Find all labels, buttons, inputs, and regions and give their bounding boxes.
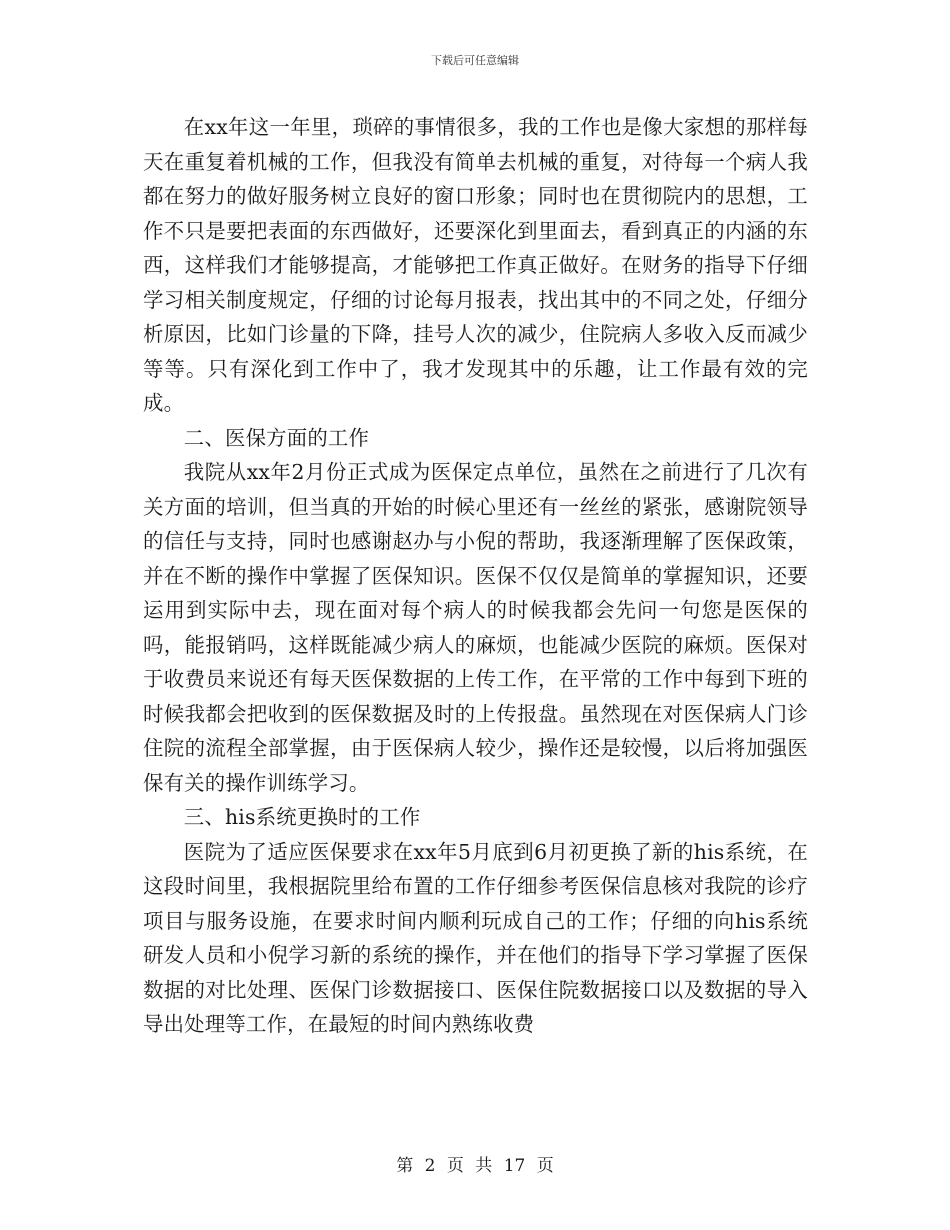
section-heading-medical-insurance: 二、医保方面的工作 xyxy=(183,425,370,450)
page-number-footer: 第 2 页 共 17 页 xyxy=(396,1156,554,1176)
section-heading-his-system: 三、his系统更换时的工作 xyxy=(183,805,421,829)
page-header-note: 下载后可任意编辑 xyxy=(431,54,519,67)
paragraph-work-summary: 在xx年这一年里，琐碎的事情很多，我的工作也是像大家想的那样每天在重复着机械的工作，但我没有简单去机械的重复，对待每一个病人我都在努力的做好服务树立良好的窗口形象；同时也在贯彻院内的思想，工作不只是要把表面的东西做好，还要深化到里面去，看到真正的内涵的东西，这样我们才能够提高，才能够把工作真正做好。在财务的指导下仔细学习相关制度规定，仔细的讨论每月报表，找出其中的不同之处，仔细分析原因，比如门诊量的下降，挂号人次的减少，住院病人多收入反而减少等等。只有深化到工作中了，我才发现其中的乐趣，让工作最有效的完成。 xyxy=(143,115,808,415)
paragraph-medical-insurance: 我院从xx年2月份正式成为医保定点单位，虽然在之前进行了几次有关方面的培训，但当真的开始的时候心里还有一丝丝的紧张，感谢院领导的信任与支持，同时也感谢赵办与小倪的帮助，我逐渐理解了医保政策，并在不断的操作中掌握了医保知识。医保不仅仅是简单的掌握知识，还要运用到实际中去，现在面对每个病人的时候我都会先问一句您是医保的吗，能报销吗，这样既能减少病人的麻烦，也能减少医院的麻烦。医保对于收费员来说还有每天医保数据的上传工作，在平常的工作中每到下班的时候我都会把收到的医保数据及时的上传报盘。虽然现在对医保病人门诊住院的流程全部掌握，由于医保病人较少，操作还是较慢，以后将加强医保有关的操作训练学习。 xyxy=(143,460,808,795)
document-body xyxy=(143,110,808,1042)
paragraph-his-system: 医院为了适应医保要求在xx年5月底到6月初更换了新的his系统，在这段时间里，我根据院里给布置的工作仔细参考医保信息核对我院的诊疗项目与服务设施，在要求时间内顺利玩成自己的工作；仔细的向his系统研发人员和小倪学习新的系统的操作，并在他们的指导下学习掌握了医保数据的对比处理、医保门诊数据接口、医保住院数据接口以及数据的导入导出处理等工作，在最短的时间内熟练收费 xyxy=(143,839,808,1036)
